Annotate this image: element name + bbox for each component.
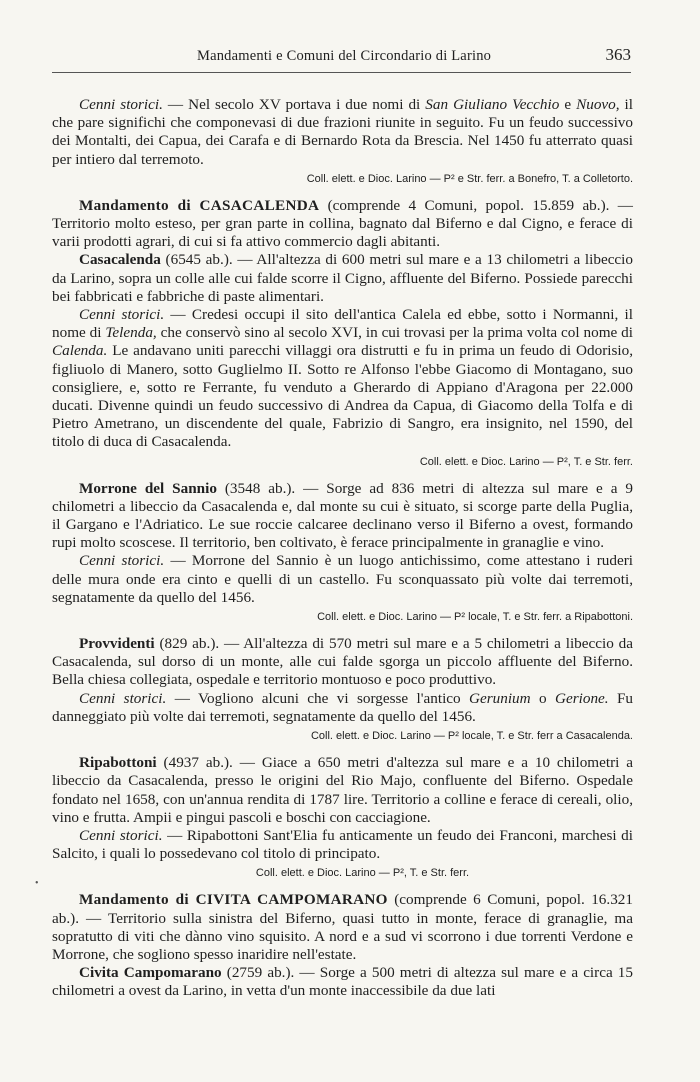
paragraph-civita-campomarano: Civita Campomarano (2759 ab.). — Sorge a 500 metri di altezza sul mare e a circa 15 chilometri a ovest da Larino, in vetta d'un monte inaccessibile da due lati [52, 964, 633, 1000]
margin-dot: • [35, 878, 39, 889]
note-line: Coll. elett. e Dioc. Larino — P², T. e Str. ferr. [255, 867, 470, 880]
note-line: Coll. elett. e Dioc. Larino — P² locale, T. e Str. ferr a Casacalenda. [310, 730, 633, 743]
note-line: Coll. elett. e Dioc. Larino — P² locale, T. e Str. ferr. a Ripabottoni. [317, 611, 633, 624]
paragraph-cenni-storici-san-giuliano: Cenni storici. — Nel secolo XV portava i due nomi di San Giuliano Vecchio e Nuovo, il che pare significhi che componevasi di due frazioni riunite in seguito. Fu un feudo successivo dei Montalti, dei Capua, dei Carafa e di Bernardo Rota da Brescia. Nel 1450 fu atterrato quasi per intiero dal terremoto. [52, 96, 633, 168]
paragraph-mandamento-casacalenda: Mandamento di CASACALENDA (comprende 4 Comuni, popol. 15.859 ab.). — Territorio molto esteso, per gran parte in collina, bagnato dal Biferno e dal Cigno, e ferace di varii prodotti agrari, di cui si fa attivo commercio dagli abitanti. [52, 196, 633, 251]
running-title: Mandamenti e Comuni del Circondario di Larino [197, 48, 492, 64]
paragraph-casacalenda: Casacalenda (6545 ab.). — All'altezza di 600 metri sul mare e a 13 chilometri a libeccio da Larino, sopra un colle alle cui falde scorre il Cigno, affluente del Biferno. Possiede parecchi bei fabbricati e fabbriche di paste alimentari. [52, 251, 633, 305]
page-header [52, 44, 631, 73]
page-number: 363 [605, 45, 631, 64]
paragraph-cenni-storici-provvidenti: Cenni storici. — Vogliono alcuni che vi sorgesse l'antico Gerunium o Gerione. Fu danneggiato più volte dai terremoti, segnatamente da quello del 1456. [52, 689, 634, 725]
paragraph-morrone: Morrone del Sannio (3548 ab.). — Sorge ad 836 metri di altezza sul mare e a 9 chilometri a libeccio da Casacalenda e, dal monte su cui è situato, si scorge parte della Puglia, il Gargano e l'Adriatico. Le sue roccie calcaree declinano verso il Biferno a ovest, formando rupi molto scoscese. Il territorio, ben coltivato, è ferace principalmente in granaglie e vino. [52, 479, 633, 552]
note-line: Coll. elett. e Dioc. Larino — P² e Str. ferr. a Bonefro, T. a Colletorto. [306, 172, 633, 185]
paragraph-cenni-storici-ripabottoni: Cenni storici. — Ripabottoni Sant'Elia fu anticamente un feudo dei Franconi, marchesi di Salcito, i quali lo possedevano col titolo di principato. [52, 826, 633, 863]
page-body [52, 96, 633, 1001]
paragraph-cenni-storici-casacalenda: Cenni storici. — Credesi occupi il sito dell'antica Calela ed ebbe, sotto i Normanni, il nome di Telenda, che conservò sino al secolo XVI, in cui trovasi per la prima volta col nome di Calenda. Le andavano uniti parecchi villaggi ora distrutti e fu in prima un feudo di Odorisio, figliuolo di Manero, sotto Guglielmo II. Sotto re Alfonso l'ebbe Giacomo di Montagano, suo consigliere, e, sotto re Ferrante, fu venduto a Gherardo di Appiano d'Aragona per 22.000 ducati. Divenne quindi un feudo successivo di Andrea da Capua, di Giacomo della Tolfa e di Pietro Ametrano, un discendente del quale, Fabrizio di Sangro, era insignito, nel 1590, del titolo di duca di Casacalenda. [52, 306, 633, 451]
paragraph-mandamento-civita-campomarano: Mandamento di CIVITA CAMPOMARANO (comprende 6 Comuni, popol. 16.321 ab.). — Territorio sulla sinistra del Biferno, quasi tutto in monte, ferace di granaglie, ma sopratutto di viti che dànno vino squisito. A nord e a sud vi scorrono i due torrenti Verdone e Morrone, che sogliono spesso inaridire nell'estate. [52, 891, 633, 963]
note-line: Coll. elett. e Dioc. Larino — P², T. e Str. ferr. [419, 455, 633, 468]
paragraph-provvidenti: Provvidenti (829 ab.). — All'altezza di 570 metri sul mare e a 5 chilometri a libeccio da Casacalenda, sul dorso di un monte, alle cui falde sgorga un piccolo affluente del Biferno. Bella chiesa collegiata, ospedale e territorio montuoso e poco produttivo. [52, 635, 633, 689]
paragraph-cenni-storici-morrone: Cenni storici. — Morrone del Sannio è un luogo antichissimo, come attestano i ruderi delle mura onde era cinto e quelli di un castello. Fu sconquassato più volte dai terremoti, segnatamente da quello del 1456. [52, 552, 633, 606]
paragraph-ripabottoni: Ripabottoni (4937 ab.). — Giace a 650 metri d'altezza sul mare e a 10 chilometri a libeccio da Casacalenda, presso le origini del Rio Majo, confluente del Biferno. Ospedale fondato nel 1658, con un'annua rendita di 1787 lire. Territorio a colline e ferace di cereali, olio, vino e frutta. Ampii e pingui pascoli e boschi con cacciagione. [52, 754, 633, 826]
